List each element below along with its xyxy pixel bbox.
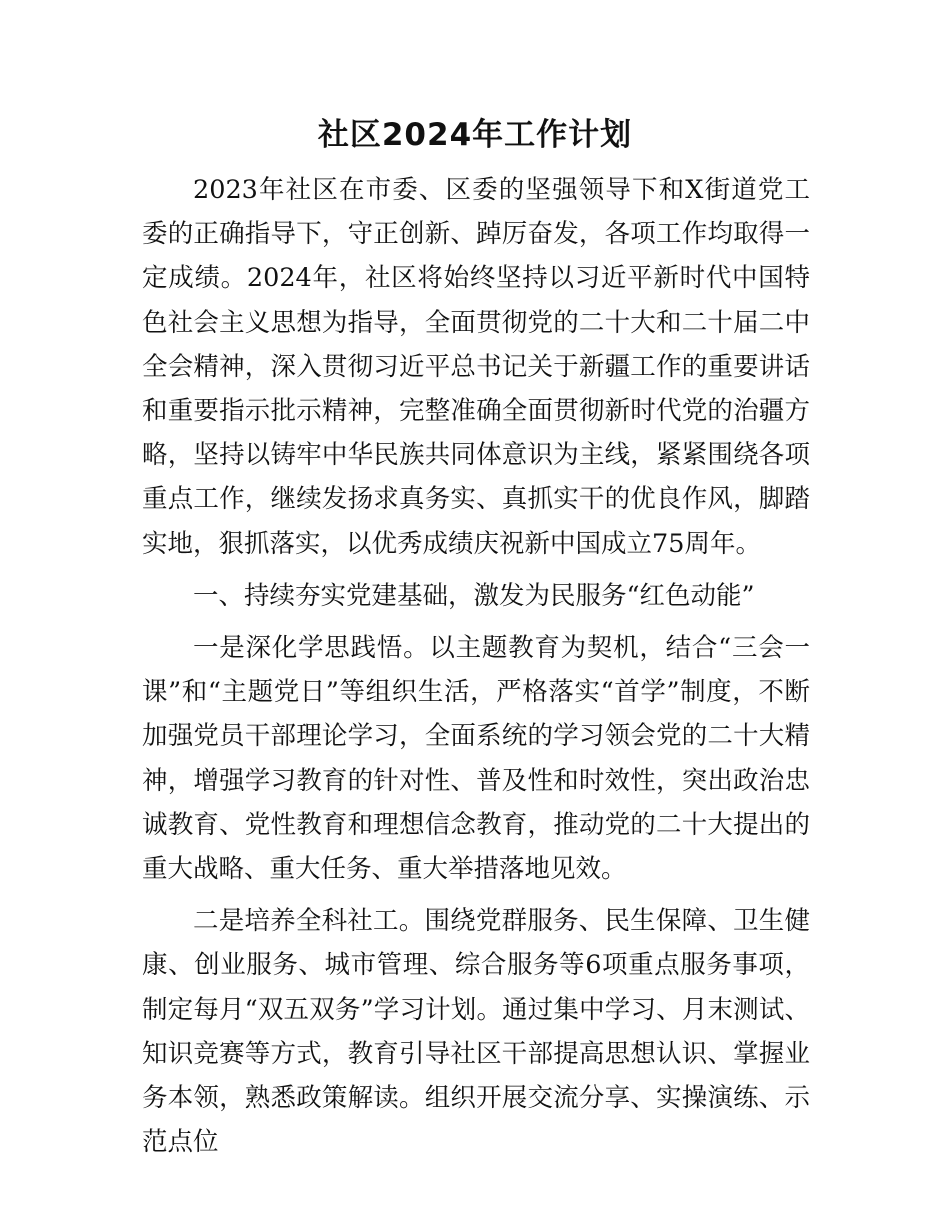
document-body [142,168,810,1164]
item-two-paragraph: 二是培养全科社工。围绕党群服务、民生保障、卫生健康、创业服务、城市管理、综合服务等6项重点服务事项，制定每月“双五双务”学习计划。通过集中学习、月末测试、知识竞赛等方式，教育引导社区干部提高思想认识、掌握业务本领，熟悉政策解读。组织开展交流分享、实操演练、示范点位 [142,906,810,1158]
paragraph-gap [142,566,810,574]
document-title: 社区2024年工作计划 [317,117,633,153]
paragraph-gap [142,618,810,626]
intro-paragraph: 2023年社区在市委、区委的坚强领导下和X街道党工委的正确指导下，守正创新、踔厉奋发，各项工作均取得一定成绩。2024年，社区将始终坚持以习近平新时代中国特色社会主义思想为指导，全面贯彻党的二十大和二十届二中全会精神，深入贯彻习近平总书记关于新疆工作的重要讲话和重要指示批示精神，完整准确全面贯彻新时代党的治疆方略，坚持以铸牢中华民族共同体意识为主线，紧紧围绕各项重点工作，继续发扬求真务实、真抓实干的优良作风，脚踏实地，狠抓落实，以优秀成绩庆祝新中国成立75周年。 [142,175,810,559]
item-one-paragraph: 一是深化学思践悟。以主题教育为契机，结合“三会一课”和“主题党日”等组织生活，严格落实“首学”制度，不断加强党员干部理论学习，全面系统的学习领会党的二十大精神，增强学习教育的针对性、普及性和时效性，突出政治忠诚教育、党性教育和理想信念教育，推动党的二十大提出的重大战略、重大任务、重大举措落地见效。 [142,633,810,885]
paragraph-gap [142,891,810,899]
section-heading: 一、持续夯实党建基础，激发为民服务“红色动能” [193,580,755,611]
